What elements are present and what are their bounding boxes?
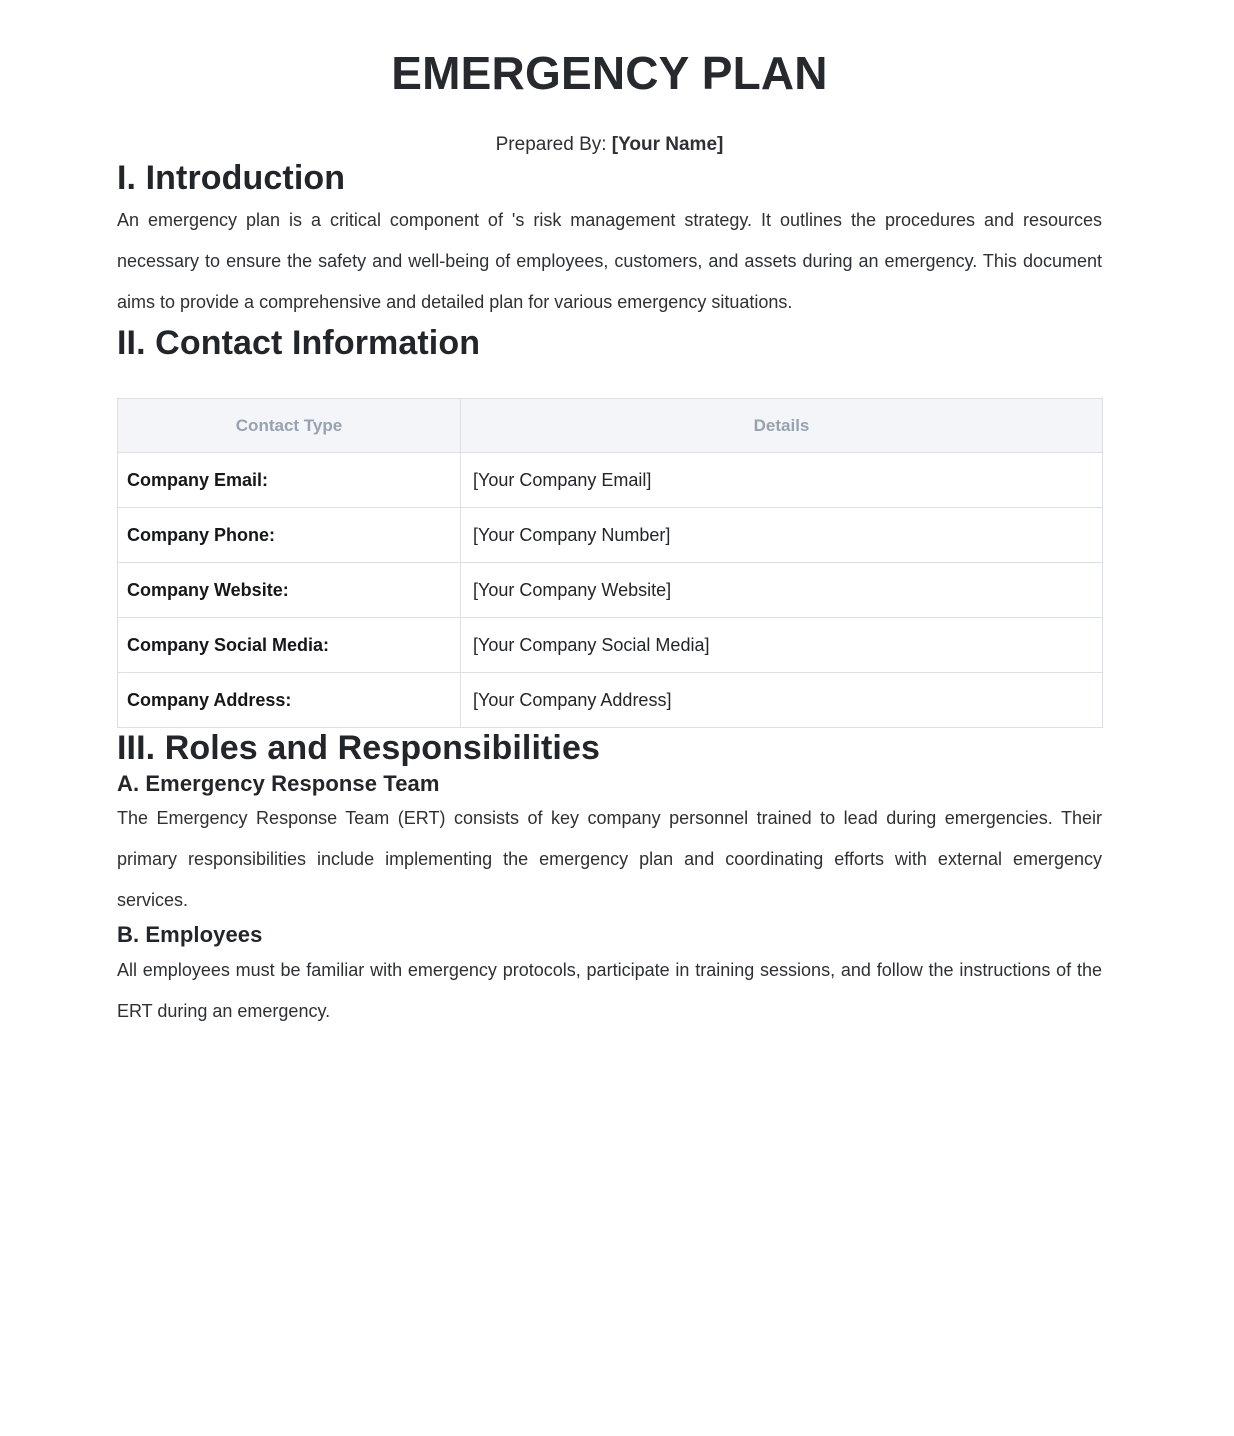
table-column-header-details: Details	[461, 399, 1103, 453]
table-cell-contact-type: Company Website:	[118, 563, 461, 618]
table-cell-details: [Your Company Address]	[461, 673, 1103, 728]
section-heading-contact-information: II. Contact Information	[117, 323, 481, 362]
prepared-by-line	[117, 100, 1102, 159]
table-row	[118, 618, 1103, 673]
document-title: EMERGENCY PLAN	[391, 47, 828, 99]
table-header-row	[118, 399, 1103, 453]
table-row	[118, 508, 1103, 563]
table-cell-details: [Your Company Social Media]	[461, 618, 1103, 673]
table-column-header-contact-type: Contact Type	[118, 399, 461, 453]
section-heading-introduction: I. Introduction	[117, 159, 346, 198]
subsection-heading-emergency-response-team: A. Emergency Response Team	[117, 770, 440, 796]
table-row	[118, 673, 1103, 728]
table-cell-details: [Your Company Website]	[461, 563, 1103, 618]
table-cell-contact-type: Company Address:	[118, 673, 461, 728]
table-cell-contact-type: Company Phone:	[118, 508, 461, 563]
section-heading-roles-and-responsibilities: III. Roles and Responsibilities	[117, 729, 600, 768]
page-bottom-spacer	[117, 1032, 1102, 1056]
table-cell-details: [Your Company Email]	[461, 453, 1103, 508]
table-cell-contact-type: Company Social Media:	[118, 618, 461, 673]
paragraph-employees: All employees must be familiar with emergency protocols, participate in training sessions, and follow the instructions of the ERT during an emergency.	[117, 959, 1102, 1021]
table-row	[118, 563, 1103, 618]
paragraph-emergency-response-team: The Emergency Response Team (ERT) consists of key company personnel trained to lead during emergencies. Their primary responsibilities include implementing the emergency plan and coordinating efforts with external emergency services.	[117, 808, 1102, 911]
contact-information-table	[117, 398, 1103, 728]
table-cell-details: [Your Company Number]	[461, 508, 1103, 563]
subsection-heading-employees: B. Employees	[117, 922, 263, 948]
table-row	[118, 453, 1103, 508]
paragraph-introduction: An emergency plan is a critical component of 's risk management strategy. It outlines the procedures and resources necessary to ensure the safety and well-being of employees, customers, and assets during an emergency. This document aims to provide a comprehensive and detailed plan for various emergency situations.	[117, 209, 1102, 312]
prepared-by-value: [Your Name]	[611, 133, 724, 155]
prepared-by-label: Prepared By:	[495, 133, 612, 155]
table-cell-contact-type: Company Email:	[118, 453, 461, 508]
